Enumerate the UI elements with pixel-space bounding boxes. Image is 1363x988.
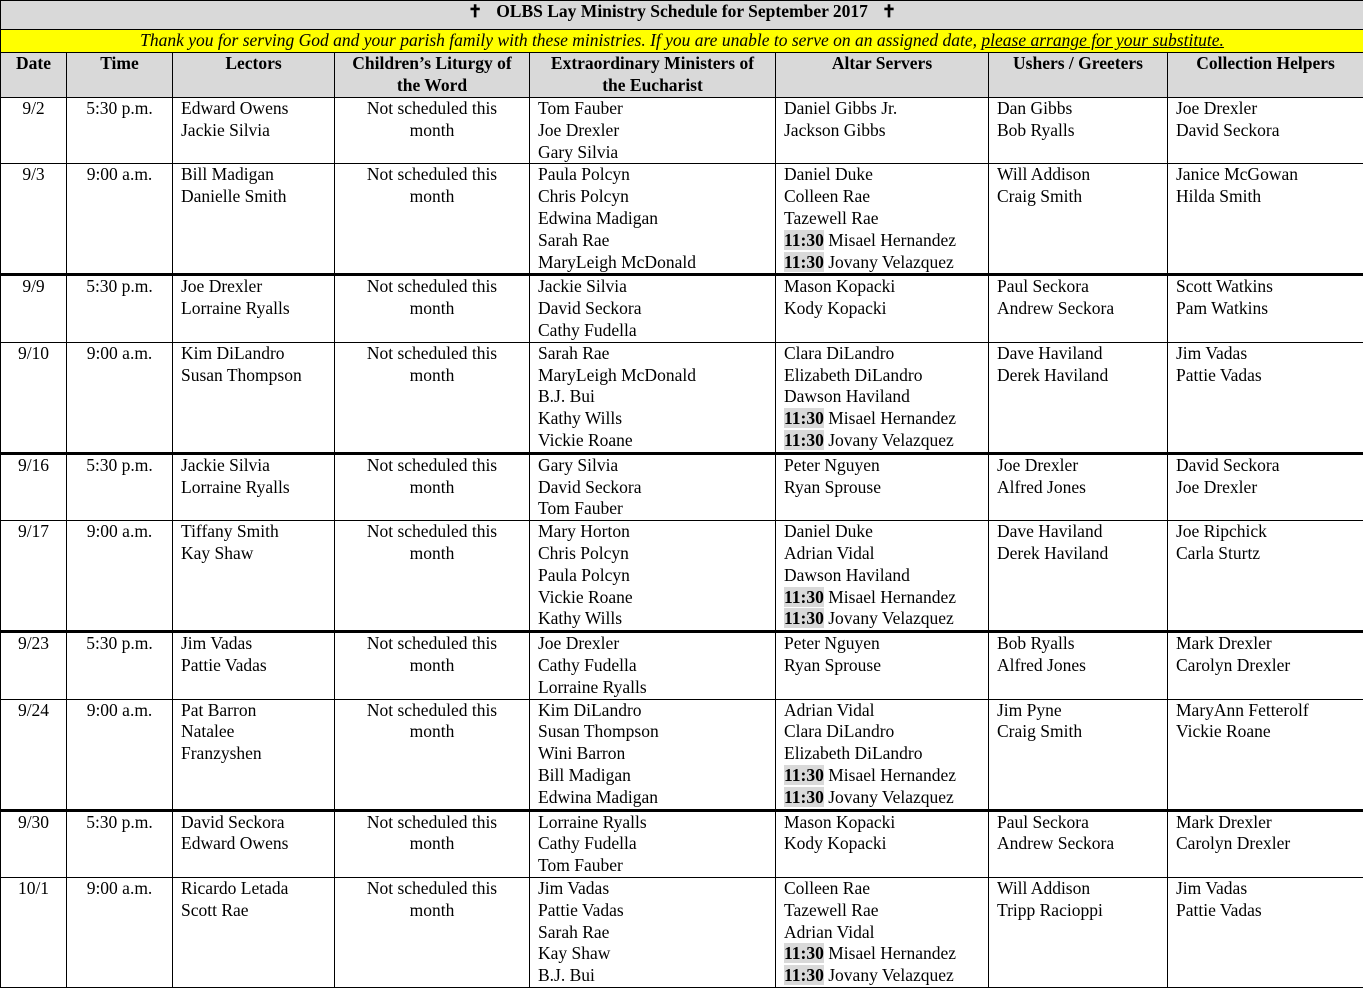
eucharist-minister-name: Joe Drexler	[538, 633, 767, 655]
altar-server	[784, 208, 980, 230]
altar-server-name: Jovany Velazquez	[828, 965, 954, 985]
cell-usher	[989, 164, 1168, 275]
usher-name: Dave Haviland	[997, 343, 1159, 365]
cell-lector	[173, 632, 335, 699]
eucharist-minister-name: David Seckora	[538, 477, 767, 499]
lector-name: David Seckora	[181, 812, 326, 834]
cell-eucharist-minister	[530, 699, 776, 810]
collection-helper-name: Mark Drexler	[1176, 633, 1355, 655]
cell-lector	[173, 521, 335, 632]
altar-server	[784, 943, 980, 965]
mass-time-badge: 11:30	[784, 787, 824, 807]
eucharist-minister-name: Wini Barron	[538, 743, 767, 765]
cross-right-icon: ✝	[882, 1, 896, 23]
cell-eucharist-minister	[530, 453, 776, 520]
cell-time: 5:30 p.m.	[67, 275, 173, 342]
cell-eucharist-minister	[530, 275, 776, 342]
collection-helper-name: David Seckora	[1176, 120, 1355, 142]
eucharist-minister-name: Vickie Roane	[538, 430, 767, 452]
cell-altar-servers	[776, 98, 989, 164]
cell-collection-helper	[1168, 342, 1363, 453]
eucharist-minister-name: MaryLeigh McDonald	[538, 365, 767, 387]
title-row	[1, 1, 1363, 30]
usher-name: Paul Seckora	[997, 812, 1159, 834]
lector-name: Joe Drexler	[181, 276, 326, 298]
altar-server	[784, 700, 980, 722]
col-header-collection: Collection Helpers	[1168, 53, 1363, 98]
cell-usher	[989, 877, 1168, 987]
col-header-altar-servers: Altar Servers	[776, 53, 989, 98]
eucharist-minister-name: Chris Polcyn	[538, 543, 767, 565]
eucharist-minister-name: Gary Silvia	[538, 142, 767, 164]
cell-altar-servers	[776, 521, 989, 632]
collection-helper-name: Joe Ripchick	[1176, 521, 1355, 543]
altar-server-name: Elizabeth DiLandro	[784, 743, 923, 763]
cell-eucharist-minister	[530, 877, 776, 987]
cross-left-icon: ✝	[468, 1, 482, 23]
cell-time: 9:00 a.m.	[67, 342, 173, 453]
cell-usher	[989, 275, 1168, 342]
altar-server	[784, 164, 980, 186]
altar-server	[784, 587, 980, 609]
lector-name: Kay Shaw	[181, 543, 326, 565]
schedule-body	[1, 98, 1363, 988]
cell-date: 9/30	[1, 810, 67, 877]
cell-lector	[173, 877, 335, 987]
table-row	[1, 342, 1363, 453]
eucharist-minister-name: Kim DiLandro	[538, 700, 767, 722]
altar-server-name: Jovany Velazquez	[828, 430, 954, 450]
cell-collection-helper	[1168, 275, 1363, 342]
lector-name: Kim DiLandro	[181, 343, 326, 365]
usher-name: Will Addison	[997, 164, 1159, 186]
eucharist-minister-name: David Seckora	[538, 298, 767, 320]
cell-altar-servers	[776, 877, 989, 987]
altar-server	[784, 430, 980, 452]
altar-server-name: Adrian Vidal	[784, 922, 874, 942]
lector-name: Edward Owens	[181, 833, 326, 855]
altar-server	[784, 900, 980, 922]
mass-time-badge: 11:30	[784, 252, 824, 272]
eucharist-minister-name: Lorraine Ryalls	[538, 812, 767, 834]
altar-server	[784, 543, 980, 565]
altar-server	[784, 655, 980, 677]
usher-name: Derek Haviland	[997, 365, 1159, 387]
header-row	[1, 53, 1363, 98]
lector-name: Susan Thompson	[181, 365, 326, 387]
cell-time: 9:00 a.m.	[67, 164, 173, 275]
eucharist-minister-name: Paula Polcyn	[538, 164, 767, 186]
cell-time: 9:00 a.m.	[67, 877, 173, 987]
collection-helper-name: Vickie Roane	[1176, 721, 1355, 743]
altar-server	[784, 833, 980, 855]
cell-usher	[989, 98, 1168, 164]
collection-helper-name: Joe Drexler	[1176, 477, 1355, 499]
cell-childrens-liturgy: Not scheduled this month	[335, 342, 530, 453]
altar-server-name: Colleen Rae	[784, 186, 870, 206]
cell-eucharist-minister	[530, 98, 776, 164]
eucharist-minister-name: Mary Horton	[538, 521, 767, 543]
altar-server	[784, 721, 980, 743]
altar-server-name: Adrian Vidal	[784, 543, 874, 563]
cell-childrens-liturgy: Not scheduled this month	[335, 810, 530, 877]
altar-server	[784, 608, 980, 630]
usher-name: Tripp Racioppi	[997, 900, 1159, 922]
cell-time: 5:30 p.m.	[67, 632, 173, 699]
cell-date: 9/3	[1, 164, 67, 275]
collection-helper-name: Jim Vadas	[1176, 343, 1355, 365]
altar-server	[784, 521, 980, 543]
lector-name: Bill Madigan	[181, 164, 326, 186]
eucharist-minister-name: B.J. Bui	[538, 386, 767, 408]
altar-server	[784, 878, 980, 900]
col-header-childrens-liturgy: Children’s Liturgy of the Word	[335, 53, 530, 98]
collection-helper-name: Pam Watkins	[1176, 298, 1355, 320]
altar-server	[784, 98, 980, 120]
eucharist-minister-name: Cathy Fudella	[538, 833, 767, 855]
cell-childrens-liturgy: Not scheduled this month	[335, 632, 530, 699]
cell-usher	[989, 453, 1168, 520]
altar-server	[784, 477, 980, 499]
altar-server	[784, 408, 980, 430]
eucharist-minister-name: Sarah Rae	[538, 230, 767, 252]
cell-altar-servers	[776, 164, 989, 275]
cell-time: 5:30 p.m.	[67, 810, 173, 877]
lector-name: Franzyshen	[181, 743, 326, 765]
eucharist-minister-name: Lorraine Ryalls	[538, 677, 767, 699]
altar-server-name: Jovany Velazquez	[828, 608, 954, 628]
collection-helper-name: David Seckora	[1176, 455, 1355, 477]
altar-server-name: Misael Hernandez	[828, 943, 956, 963]
cell-altar-servers	[776, 342, 989, 453]
cell-usher	[989, 632, 1168, 699]
cell-date: 9/9	[1, 275, 67, 342]
cell-date: 9/24	[1, 699, 67, 810]
lector-name: Tiffany Smith	[181, 521, 326, 543]
lector-name: Edward Owens	[181, 98, 326, 120]
collection-helper-name: Mark Drexler	[1176, 812, 1355, 834]
col-header-lectors: Lectors	[173, 53, 335, 98]
cell-lector	[173, 98, 335, 164]
altar-server-name: Peter Nguyen	[784, 633, 880, 653]
cell-usher	[989, 342, 1168, 453]
collection-helper-name: Scott Watkins	[1176, 276, 1355, 298]
cell-altar-servers	[776, 810, 989, 877]
thanks-text: Thank you for serving God and your parish family with these ministries. If you are unable to serve on an assigned date,	[140, 30, 981, 50]
cell-date: 9/10	[1, 342, 67, 453]
cell-altar-servers	[776, 453, 989, 520]
usher-name: Alfred Jones	[997, 477, 1159, 499]
cell-altar-servers	[776, 275, 989, 342]
eucharist-minister-name: Sarah Rae	[538, 922, 767, 944]
altar-server-name: Daniel Duke	[784, 164, 873, 184]
altar-server-name: Misael Hernandez	[828, 765, 956, 785]
collection-helper-name: MaryAnn Fetterolf	[1176, 700, 1355, 722]
cell-altar-servers	[776, 632, 989, 699]
usher-name: Dan Gibbs	[997, 98, 1159, 120]
altar-server-name: Elizabeth DiLandro	[784, 365, 923, 385]
usher-name: Dave Haviland	[997, 521, 1159, 543]
substitute-note: please arrange for your substitute.	[981, 30, 1224, 50]
col-header-date: Date	[1, 53, 67, 98]
mass-time-badge: 11:30	[784, 587, 824, 607]
lector-name: Natalee	[181, 721, 326, 743]
altar-server	[784, 787, 980, 809]
cell-childrens-liturgy: Not scheduled this month	[335, 275, 530, 342]
altar-server-name: Jackson Gibbs	[784, 120, 886, 140]
mass-time-badge: 11:30	[784, 408, 824, 428]
cell-altar-servers	[776, 699, 989, 810]
eucharist-minister-name: Kathy Wills	[538, 408, 767, 430]
altar-server	[784, 230, 980, 252]
eucharist-minister-name: Vickie Roane	[538, 587, 767, 609]
cell-usher	[989, 699, 1168, 810]
col-header-eucharist: Extraordinary Ministers of the Eucharist	[530, 53, 776, 98]
eucharist-minister-name: Kay Shaw	[538, 943, 767, 965]
cell-childrens-liturgy: Not scheduled this month	[335, 521, 530, 632]
usher-name: Andrew Seckora	[997, 833, 1159, 855]
eucharist-minister-name: Sarah Rae	[538, 343, 767, 365]
eucharist-minister-name: Joe Drexler	[538, 120, 767, 142]
eucharist-minister-name: Kathy Wills	[538, 608, 767, 630]
altar-server-name: Daniel Duke	[784, 521, 873, 541]
altar-server-name: Peter Nguyen	[784, 455, 880, 475]
table-row	[1, 521, 1363, 632]
cell-date: 10/1	[1, 877, 67, 987]
lector-name: Lorraine Ryalls	[181, 298, 326, 320]
eucharist-minister-name: B.J. Bui	[538, 965, 767, 987]
altar-server-name: Misael Hernandez	[828, 408, 956, 428]
eucharist-minister-name: Tom Fauber	[538, 855, 767, 877]
cell-lector	[173, 810, 335, 877]
usher-name: Andrew Seckora	[997, 298, 1159, 320]
cell-eucharist-minister	[530, 164, 776, 275]
eucharist-minister-name: Pattie Vadas	[538, 900, 767, 922]
collection-helper-name: Carolyn Drexler	[1176, 833, 1355, 855]
eucharist-minister-name: MaryLeigh McDonald	[538, 252, 767, 274]
eucharist-minister-name: Bill Madigan	[538, 765, 767, 787]
mass-time-badge: 11:30	[784, 765, 824, 785]
table-row	[1, 632, 1363, 699]
col-header-time: Time	[67, 53, 173, 98]
altar-server-name: Ryan Sprouse	[784, 477, 881, 497]
page-title: OLBS Lay Ministry Schedule for September 2017	[496, 1, 868, 21]
cell-collection-helper	[1168, 810, 1363, 877]
altar-server	[784, 186, 980, 208]
usher-name: Bob Ryalls	[997, 633, 1159, 655]
lector-name: Jackie Silvia	[181, 455, 326, 477]
altar-server	[784, 743, 980, 765]
usher-name: Craig Smith	[997, 186, 1159, 208]
cell-lector	[173, 342, 335, 453]
cell-date: 9/16	[1, 453, 67, 520]
cell-usher	[989, 521, 1168, 632]
table-row	[1, 98, 1363, 164]
altar-server-name: Jovany Velazquez	[828, 252, 954, 272]
altar-server-name: Daniel Gibbs Jr.	[784, 98, 897, 118]
altar-server-name: Misael Hernandez	[828, 230, 956, 250]
eucharist-minister-name: Tom Fauber	[538, 98, 767, 120]
usher-name: Jim Pyne	[997, 700, 1159, 722]
eucharist-minister-name: Edwina Madigan	[538, 787, 767, 809]
cell-collection-helper	[1168, 164, 1363, 275]
altar-server	[784, 765, 980, 787]
altar-server	[784, 120, 980, 142]
lector-name: Pattie Vadas	[181, 655, 326, 677]
altar-server	[784, 276, 980, 298]
mass-time-badge: 11:30	[784, 430, 824, 450]
altar-server-name: Ryan Sprouse	[784, 655, 881, 675]
collection-helper-name: Pattie Vadas	[1176, 900, 1355, 922]
lector-name: Lorraine Ryalls	[181, 477, 326, 499]
eucharist-minister-name: Cathy Fudella	[538, 320, 767, 342]
lector-name: Danielle Smith	[181, 186, 326, 208]
altar-server-name: Dawson Haviland	[784, 386, 910, 406]
table-row	[1, 699, 1363, 810]
eucharist-minister-name: Cathy Fudella	[538, 655, 767, 677]
altar-server-name: Clara DiLandro	[784, 343, 894, 363]
altar-server	[784, 965, 980, 987]
cell-eucharist-minister	[530, 632, 776, 699]
lector-name: Jim Vadas	[181, 633, 326, 655]
cell-collection-helper	[1168, 877, 1363, 987]
usher-name: Paul Seckora	[997, 276, 1159, 298]
collection-helper-name: Carolyn Drexler	[1176, 655, 1355, 677]
mass-time-badge: 11:30	[784, 965, 824, 985]
cell-collection-helper	[1168, 521, 1363, 632]
altar-server-name: Misael Hernandez	[828, 587, 956, 607]
eucharist-minister-name: Gary Silvia	[538, 455, 767, 477]
cell-collection-helper	[1168, 699, 1363, 810]
usher-name: Bob Ryalls	[997, 120, 1159, 142]
cell-collection-helper	[1168, 453, 1363, 520]
collection-helper-name: Carla Sturtz	[1176, 543, 1355, 565]
mass-time-badge: 11:30	[784, 943, 824, 963]
altar-server	[784, 298, 980, 320]
cell-childrens-liturgy: Not scheduled this month	[335, 98, 530, 164]
cell-lector	[173, 164, 335, 275]
cell-eucharist-minister	[530, 342, 776, 453]
table-row	[1, 164, 1363, 275]
lector-name: Ricardo Letada	[181, 878, 326, 900]
mass-time-badge: 11:30	[784, 230, 824, 250]
altar-server	[784, 812, 980, 834]
collection-helper-name: Hilda Smith	[1176, 186, 1355, 208]
altar-server-name: Adrian Vidal	[784, 700, 874, 720]
altar-server	[784, 633, 980, 655]
cell-time: 5:30 p.m.	[67, 98, 173, 164]
cell-collection-helper	[1168, 98, 1363, 164]
eucharist-minister-name: Jackie Silvia	[538, 276, 767, 298]
eucharist-minister-name: Edwina Madigan	[538, 208, 767, 230]
altar-server-name: Mason Kopacki	[784, 276, 895, 296]
altar-server-name: Jovany Velazquez	[828, 787, 954, 807]
cell-time: 9:00 a.m.	[67, 699, 173, 810]
altar-server	[784, 455, 980, 477]
cell-date: 9/2	[1, 98, 67, 164]
cell-time: 9:00 a.m.	[67, 521, 173, 632]
altar-server	[784, 922, 980, 944]
lector-name: Pat Barron	[181, 700, 326, 722]
cell-eucharist-minister	[530, 521, 776, 632]
table-row	[1, 810, 1363, 877]
mass-time-badge: 11:30	[784, 608, 824, 628]
altar-server-name: Tazewell Rae	[784, 208, 878, 228]
altar-server	[784, 252, 980, 274]
altar-server	[784, 386, 980, 408]
eucharist-minister-name: Susan Thompson	[538, 721, 767, 743]
cell-date: 9/17	[1, 521, 67, 632]
altar-server	[784, 343, 980, 365]
usher-name: Derek Haviland	[997, 543, 1159, 565]
altar-server-name: Mason Kopacki	[784, 812, 895, 832]
cell-childrens-liturgy: Not scheduled this month	[335, 453, 530, 520]
collection-helper-name: Janice McGowan	[1176, 164, 1355, 186]
collection-helper-name: Pattie Vadas	[1176, 365, 1355, 387]
altar-server-name: Kody Kopacki	[784, 833, 887, 853]
altar-server-name: Dawson Haviland	[784, 565, 910, 585]
collection-helper-name: Joe Drexler	[1176, 98, 1355, 120]
cell-childrens-liturgy: Not scheduled this month	[335, 699, 530, 810]
altar-server-name: Kody Kopacki	[784, 298, 887, 318]
cell-time: 5:30 p.m.	[67, 453, 173, 520]
altar-server	[784, 565, 980, 587]
cell-collection-helper	[1168, 632, 1363, 699]
usher-name: Craig Smith	[997, 721, 1159, 743]
cell-lector	[173, 275, 335, 342]
usher-name: Will Addison	[997, 878, 1159, 900]
cell-eucharist-minister	[530, 810, 776, 877]
table-row	[1, 877, 1363, 987]
cell-lector	[173, 453, 335, 520]
altar-server-name: Tazewell Rae	[784, 900, 878, 920]
thanks-row	[1, 30, 1363, 53]
cell-childrens-liturgy: Not scheduled this month	[335, 164, 530, 275]
lector-name: Jackie Silvia	[181, 120, 326, 142]
table-row	[1, 275, 1363, 342]
cell-usher	[989, 810, 1168, 877]
eucharist-minister-name: Jim Vadas	[538, 878, 767, 900]
altar-server-name: Colleen Rae	[784, 878, 870, 898]
usher-name: Alfred Jones	[997, 655, 1159, 677]
collection-helper-name: Jim Vadas	[1176, 878, 1355, 900]
lector-name: Scott Rae	[181, 900, 326, 922]
table-row	[1, 453, 1363, 520]
col-header-ushers: Ushers / Greeters	[989, 53, 1168, 98]
cell-date: 9/23	[1, 632, 67, 699]
usher-name: Joe Drexler	[997, 455, 1159, 477]
cell-lector	[173, 699, 335, 810]
eucharist-minister-name: Paula Polcyn	[538, 565, 767, 587]
cell-childrens-liturgy: Not scheduled this month	[335, 877, 530, 987]
eucharist-minister-name: Tom Fauber	[538, 498, 767, 520]
eucharist-minister-name: Chris Polcyn	[538, 186, 767, 208]
altar-server	[784, 365, 980, 387]
altar-server-name: Clara DiLandro	[784, 721, 894, 741]
